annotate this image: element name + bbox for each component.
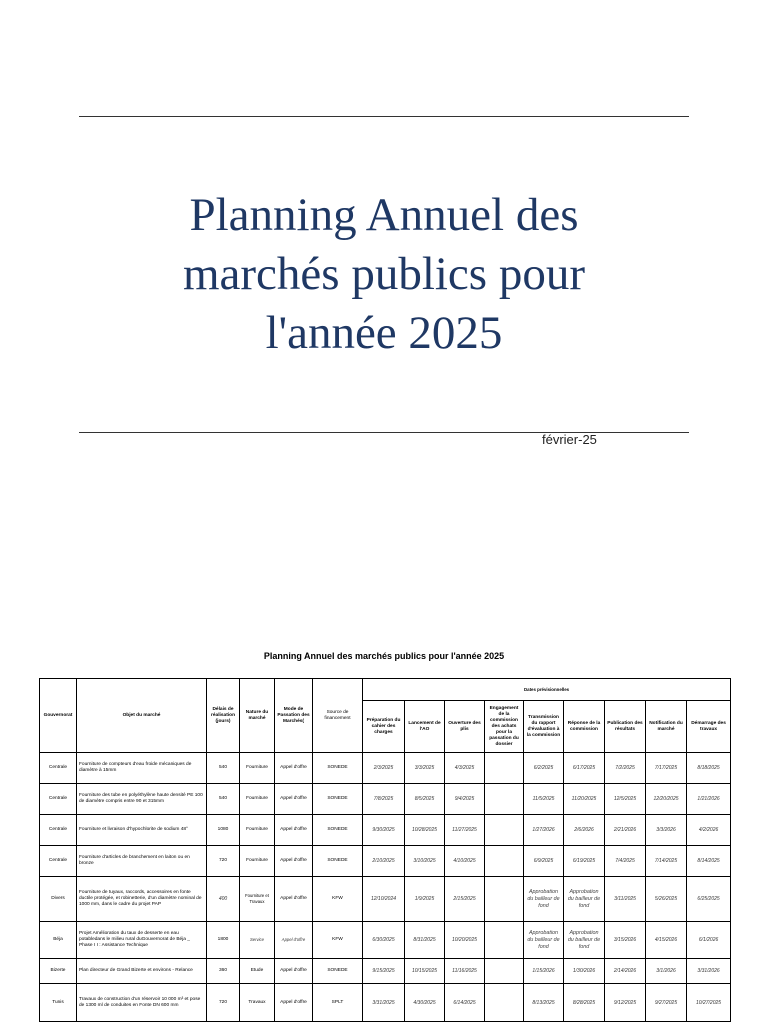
cell-date-2: 8/31/2025	[405, 922, 445, 959]
cell-mode: Appel d'offre	[275, 815, 313, 846]
cell-date-6: 8/28/2025	[564, 984, 605, 1022]
cell-source: SONEDE	[313, 753, 363, 784]
cell-date-7: 7/4/2025	[605, 846, 646, 877]
cell-gouvernorat: Divers	[40, 877, 77, 922]
cell-date-9: 3/31/2026	[687, 959, 731, 984]
cell-nature: Fourniture	[240, 815, 275, 846]
cell-nature: Fourniture	[240, 846, 275, 877]
page-title	[79, 186, 689, 363]
cell-date-6: Approbation du bailleur de fond	[564, 877, 605, 922]
cell-gouvernorat: Centrale	[40, 753, 77, 784]
cell-date-1: 2/3/2025	[363, 753, 405, 784]
cell-date-4	[485, 846, 524, 877]
cell-date-2: 1/9/2025	[405, 877, 445, 922]
cell-date-1: 12/10/2024	[363, 877, 405, 922]
cell-date-3: 10/20/2025	[445, 922, 485, 959]
table-row	[40, 922, 731, 959]
cell-delai: 720	[207, 984, 240, 1022]
cell-date-3: 11/27/2025	[445, 815, 485, 846]
table-title: Planning Annuel des marchés publics pour l'année 2025	[263, 651, 505, 661]
header-preparation: Préparation du cahier des charges	[363, 701, 405, 753]
header-reponse: Réponse de la commission	[564, 701, 605, 753]
title-line-1: Planning Annuel des	[189, 189, 579, 241]
header-notification: Notification du marché	[646, 701, 687, 753]
cell-date-7: 2/21/2026	[605, 815, 646, 846]
cell-date-9: 6/1/2026	[687, 922, 731, 959]
cell-objet: Fourniture des tube en polyéthylène haute densité PE 100 de diamètre compris entre 90 et 315mm	[77, 784, 207, 815]
cell-date-7: 12/5/2025	[605, 784, 646, 815]
cell-date-1: 9/15/2025	[363, 959, 405, 984]
cell-gouvernorat: Centrale	[40, 846, 77, 877]
cell-date-3: 2/15/2025	[445, 877, 485, 922]
cell-date-1: 6/30/2025	[363, 922, 405, 959]
cell-date-5: Approbation du bailleur de fond	[524, 877, 564, 922]
header-ouverture: Ouverture des plis	[445, 701, 485, 753]
cell-date-4	[485, 922, 524, 959]
cell-source: SPLT	[313, 984, 363, 1022]
cell-objet: Travaux de construction d'un réservoir 10 000 m³ et pose de 1300 ml de conduites en Fonte DN 600 mm	[77, 984, 207, 1022]
cell-date-3: 9/4/2025	[445, 784, 485, 815]
table-row	[40, 959, 731, 984]
table-row	[40, 877, 731, 922]
cell-date-5: 11/5/2025	[524, 784, 564, 815]
header-engagement: Engagement de la commission des achats pour la passation du dossier	[485, 701, 524, 753]
cell-mode: Appel d'offre	[275, 922, 313, 959]
cell-mode: Appel d'offre	[275, 784, 313, 815]
cell-date-3: 4/3/2025	[445, 753, 485, 784]
header-mode: Mode de Passation des Marchés(	[275, 679, 313, 753]
cell-delai: 1080	[207, 815, 240, 846]
cell-date-4	[485, 959, 524, 984]
cell-date-5: 6/9/2025	[524, 846, 564, 877]
cell-delai: 540	[207, 753, 240, 784]
planning-table	[39, 678, 731, 1022]
cell-gouvernorat: Béja	[40, 922, 77, 959]
cell-date-8: 12/20/2025	[646, 784, 687, 815]
table-row	[40, 753, 731, 784]
cell-date-3: 4/10/2025	[445, 846, 485, 877]
title-line-2: marchés publics pour	[182, 248, 585, 300]
cell-date-4	[485, 784, 524, 815]
cell-date-7: 2/14/2026	[605, 959, 646, 984]
header-nature: Nature du marché	[240, 679, 275, 753]
cell-gouvernorat: Tunis	[40, 984, 77, 1022]
cell-date-5: 1/15/2026	[524, 959, 564, 984]
cell-date-2: 10/28/2025	[405, 815, 445, 846]
cell-mode: Appel d'offre	[275, 959, 313, 984]
cell-date-5: 1/27/2026	[524, 815, 564, 846]
cell-objet: Fourniture de compteurs d'eau froide mécaniques de diamètre à 15mm	[77, 753, 207, 784]
cell-nature: Travaux	[240, 984, 275, 1022]
table-row	[40, 984, 731, 1022]
cell-date-3: 6/14/2025	[445, 984, 485, 1022]
cell-date-1: 7/8/2025	[363, 784, 405, 815]
cell-date-6: 6/17/2025	[564, 753, 605, 784]
cell-date-4	[485, 877, 524, 922]
cell-date-5: Approbation du bailleur de fond	[524, 922, 564, 959]
cell-date-9: 1/21/2026	[687, 784, 731, 815]
cell-date-2: 10/15/2025	[405, 959, 445, 984]
cell-source: SONEDE	[313, 815, 363, 846]
cell-nature: Etude	[240, 959, 275, 984]
cell-nature: Service	[240, 922, 275, 959]
document-date: février-25	[542, 432, 597, 447]
cell-date-9: 4/2/2026	[687, 815, 731, 846]
header-lancement: Lancement de l'AO	[405, 701, 445, 753]
cell-nature: Fourniture	[240, 784, 275, 815]
cell-date-6: Approbation du bailleur de fond	[564, 922, 605, 959]
cell-source: SONEDE	[313, 959, 363, 984]
cell-date-2: 3/3/2025	[405, 753, 445, 784]
cell-date-9: 6/25/2025	[687, 877, 731, 922]
cell-objet: Projet Amélioration du taux de desserte en eau potabledans le milieu rural duGouvernorat de Béja _ Phase I I : Assistance Technique	[77, 922, 207, 959]
cell-date-1: 3/31/2025	[363, 984, 405, 1022]
cell-date-6: 2/6/2026	[564, 815, 605, 846]
header-dates-group: Dates prévisionnelles	[363, 679, 731, 701]
cell-date-2: 4/30/2025	[405, 984, 445, 1022]
header-publication: Publication des résultats	[605, 701, 646, 753]
cell-date-4	[485, 984, 524, 1022]
cell-gouvernorat: Bizerte	[40, 959, 77, 984]
cell-objet: Plan directeur de Grand Bizerte et environs - Relance	[77, 959, 207, 984]
cell-date-7: 7/2/2025	[605, 753, 646, 784]
cell-delai: 400	[207, 877, 240, 922]
cell-nature: Fourniture	[240, 753, 275, 784]
cell-date-8: 3/3/2026	[646, 815, 687, 846]
cell-date-1: 2/10/2025	[363, 846, 405, 877]
cell-gouvernorat: Centrale	[40, 815, 77, 846]
cell-date-4	[485, 753, 524, 784]
cell-date-1: 9/30/2025	[363, 815, 405, 846]
cell-delai: 360	[207, 959, 240, 984]
cell-date-8: 9/27/2025	[646, 984, 687, 1022]
cell-delai: 720	[207, 846, 240, 877]
table-row	[40, 815, 731, 846]
cell-delai: 1800	[207, 922, 240, 959]
cell-date-7: 3/11/2025	[605, 877, 646, 922]
header-delais: Délais de réalisation (jours)	[207, 679, 240, 753]
cell-date-9: 8/14/2025	[687, 846, 731, 877]
cell-date-7: 9/12/2025	[605, 984, 646, 1022]
table-row	[40, 846, 731, 877]
cell-date-4	[485, 815, 524, 846]
cell-date-9: 10/27/2025	[687, 984, 731, 1022]
cell-date-8: 5/26/2025	[646, 877, 687, 922]
cell-source: SONEDE	[313, 846, 363, 877]
header-transmission: Transmission du rapport d'évaluation à la commission	[524, 701, 564, 753]
top-rule	[79, 116, 689, 117]
cell-date-6: 6/19/2025	[564, 846, 605, 877]
cell-date-2: 8/5/2025	[405, 784, 445, 815]
cell-mode: Appel d'offre	[275, 846, 313, 877]
cell-date-3: 11/16/2025	[445, 959, 485, 984]
cell-date-8: 3/1/2026	[646, 959, 687, 984]
cell-date-2: 3/10/2025	[405, 846, 445, 877]
cell-date-7: 3/15/2026	[605, 922, 646, 959]
cell-nature: Fourniture et Travaux	[240, 877, 275, 922]
cell-gouvernorat: Centrale	[40, 784, 77, 815]
cell-delai: 540	[207, 784, 240, 815]
cell-date-5: 8/13/2025	[524, 984, 564, 1022]
header-objet: Objet du marché	[77, 679, 207, 753]
cell-date-8: 4/15/2026	[646, 922, 687, 959]
cell-objet: Fourniture et livraison d'hypochlorite de sodium 48°	[77, 815, 207, 846]
cell-source: SONEDE	[313, 784, 363, 815]
cell-date-8: 7/14/2025	[646, 846, 687, 877]
cell-date-5: 6/2/2025	[524, 753, 564, 784]
cell-source: KFW	[313, 922, 363, 959]
cell-date-8: 7/17/2025	[646, 753, 687, 784]
header-source: Source de financement	[313, 679, 363, 753]
cell-date-6: 1/30/2026	[564, 959, 605, 984]
cell-date-6: 11/20/2025	[564, 784, 605, 815]
title-line-3: l'année 2025	[265, 307, 503, 359]
cell-mode: Appel d'offre	[275, 984, 313, 1022]
cell-mode: Appel d'offre	[275, 753, 313, 784]
cell-mode: Appel d'offre	[275, 877, 313, 922]
bottom-rule	[79, 432, 689, 433]
cell-source: KFW	[313, 877, 363, 922]
table-row	[40, 784, 731, 815]
header-demarrage: Démarrage des travaux	[687, 701, 731, 753]
header-gouvernorat: Gouvernorat	[40, 679, 77, 753]
cell-objet: Fourniture de tuyaux, raccords, accessoires en fonte ductile protégée, et robinetterie, d'un diamètre nominal de 1000 mm, dans le cadre du projet PAP	[77, 877, 207, 922]
cell-objet: Fourniture d'articles de branchement en laiton ou en bronze	[77, 846, 207, 877]
cell-date-9: 8/18/2025	[687, 753, 731, 784]
